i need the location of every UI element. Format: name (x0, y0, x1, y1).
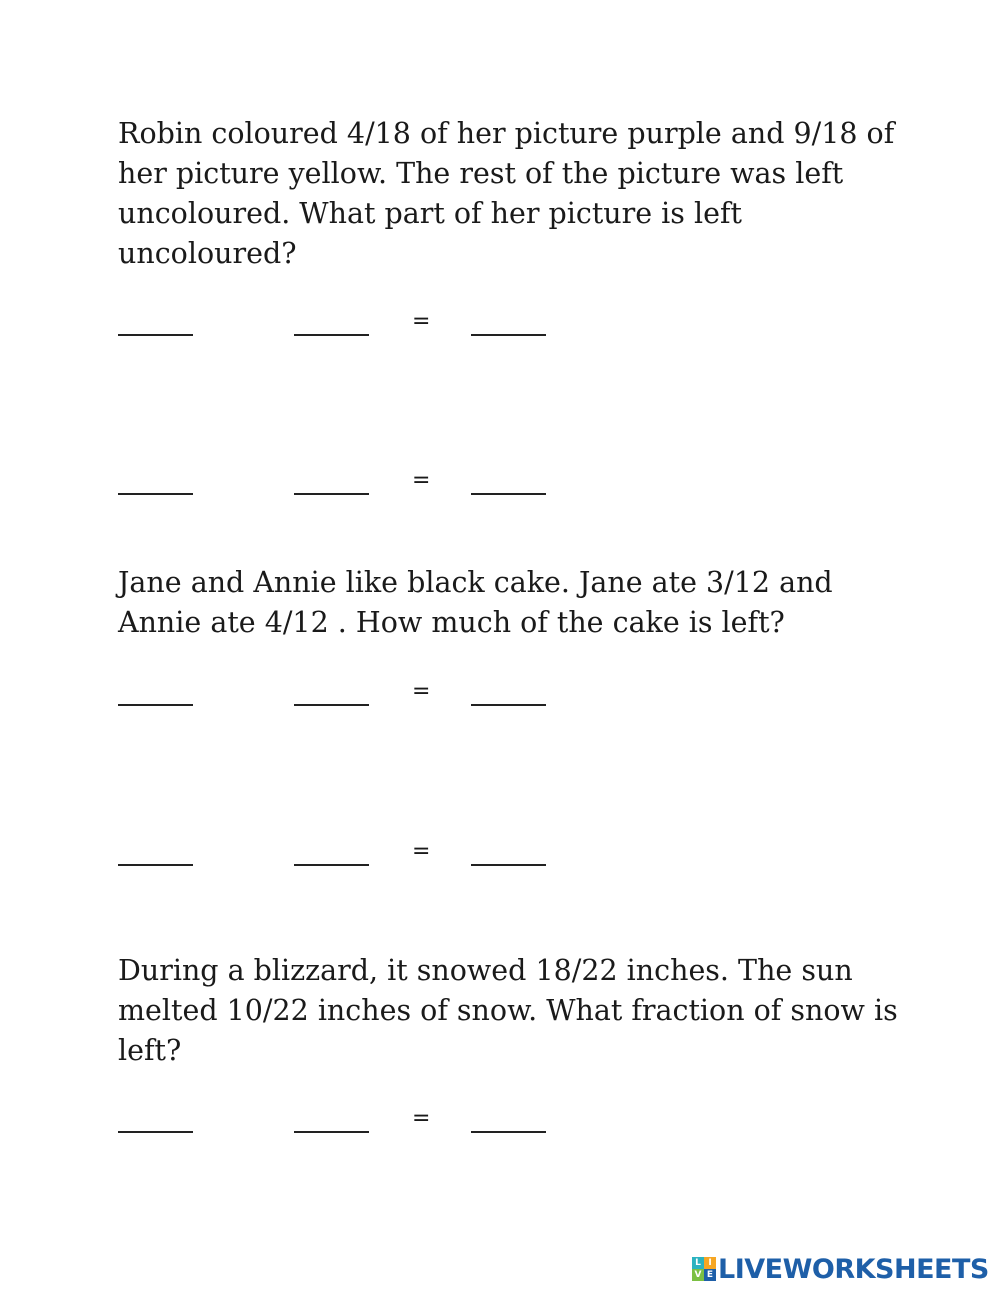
answer-blank[interactable] (118, 1113, 193, 1133)
logo-text: LIVEWORKSHEETS (718, 1253, 989, 1285)
question-1-text: Robin coloured 4/18 of her picture purple and 9/18 of her picture yellow. The rest of the picture was left uncoloured. What part of her picture is left uncoloured? (118, 117, 895, 270)
equals-sign: = (412, 679, 431, 704)
logo-mark-letter: V (692, 1269, 704, 1281)
answer-row-1a (118, 309, 558, 346)
answer-blank[interactable] (294, 1113, 369, 1133)
answer-blank[interactable] (294, 846, 369, 866)
equals-sign: = (412, 839, 431, 864)
logo-mark-letter: E (704, 1269, 716, 1281)
answer-blank[interactable] (471, 1113, 546, 1133)
logo-mark-icon (692, 1257, 716, 1281)
equals-sign: = (412, 1106, 431, 1131)
logo-mark-letter: L (692, 1257, 704, 1269)
answer-blank[interactable] (471, 475, 546, 495)
logo-mark-letter: I (704, 1257, 716, 1269)
question-3-text: During a blizzard, it snowed 18/22 inches. The sun melted 10/22 inches of snow. What fraction of snow is left? (118, 954, 898, 1067)
answer-blank[interactable] (294, 686, 369, 706)
answer-blank[interactable] (118, 846, 193, 866)
answer-blank[interactable] (471, 846, 546, 866)
answer-blank[interactable] (471, 316, 546, 336)
question-2-text: Jane and Annie like black cake. Jane ate 3/12 and Annie ate 4/12 . How much of the cake is left? (118, 566, 833, 639)
answer-row-2b (118, 839, 558, 876)
liveworksheets-logo (692, 1255, 989, 1283)
answer-blank[interactable] (294, 316, 369, 336)
answer-row-2a (118, 679, 558, 716)
answer-blank[interactable] (118, 686, 193, 706)
answer-blank[interactable] (118, 475, 193, 495)
answer-blank[interactable] (471, 686, 546, 706)
equals-sign: = (412, 309, 431, 334)
answer-row-3a (118, 1106, 558, 1143)
answer-blank[interactable] (118, 316, 193, 336)
equals-sign: = (412, 468, 431, 493)
answer-row-1b (118, 468, 558, 505)
answer-blank[interactable] (294, 475, 369, 495)
